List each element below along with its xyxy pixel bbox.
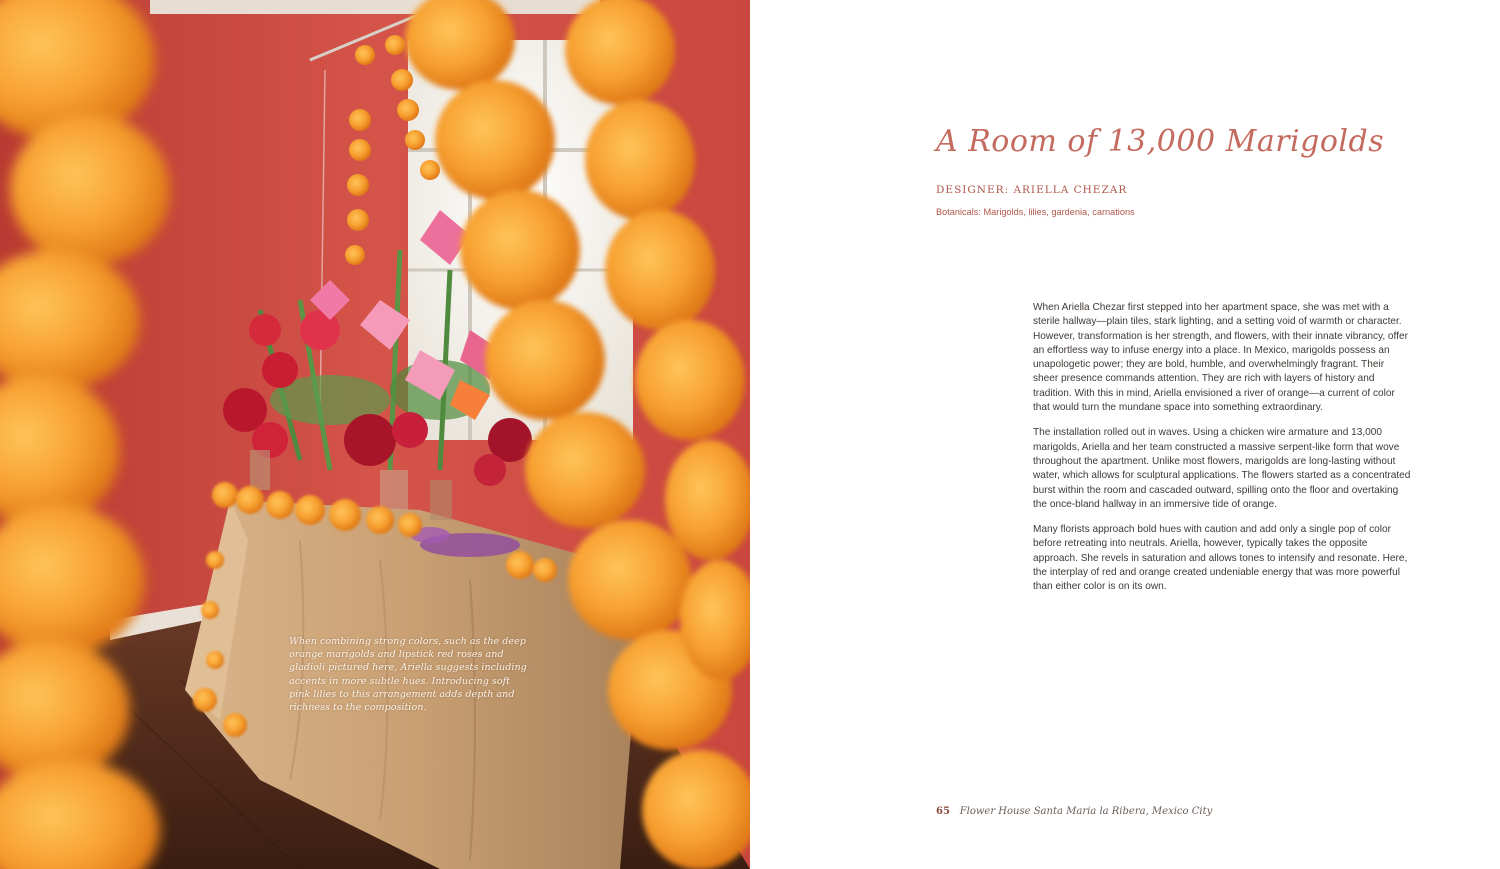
botanicals-list: Botanicals: Marigolds, lilies, gardenia, carnations — [936, 207, 1135, 217]
body-paragraph: Many florists approach bold hues with caution and add only a single pop of color before retreating into neutrals. Ariella, however, typically takes the opposite approach. She revels in saturation and allows tones to intensify and resonate. Here, the interplay of red and orange created undeniable energy that was more powerful than either color is on its own. — [1033, 524, 1408, 593]
page-footer — [936, 806, 1212, 817]
text-page — [750, 0, 1500, 869]
body-paragraph: When Ariella Chezar first stepped into her apartment space, she was met with a sterile hallway—plain tiles, stark lighting, and a setting void of warmth or character. However, transformation is her strength, and flowers, with their innate vibrancy, offer an effortless way to infuse energy into a place. In Mexico, marigolds possess an unapologetic power; they are bold, humble, and overwhelmingly fragrant. Their sheer presence commands attention. They are rich with layers of history and tradition. With this in mind, Ariella envisioned a river of orange—a current of color that would turn the mundane space into something extraordinary. — [1033, 302, 1408, 414]
footer-location: Flower House Santa Maria la Ribera, Mexico City — [959, 806, 1213, 817]
article-body — [1033, 301, 1411, 606]
designer-credit: DESIGNER: ARIELLA CHEZAR — [936, 184, 1128, 196]
body-paragraph: The installation rolled out in waves. Using a chicken wire armature and 13,000 marigolds, Ariella and her team constructed a massive serpent-like form that wove throughout the apartment. Unlike most flowers, marigolds are long-lasting without water, which allows for sculptural applications. The flowers started as a concentrated burst within the room and cascaded outward, spilling onto the floor and overtaking the once-bland hallway in an immersive tide of orange. — [1033, 427, 1411, 510]
photo-caption: When combining strong colors, such as the deep orange marigolds and lipstick red roses and gladioli pictured here, Ariella suggests including accents in more subtle hues. Introducing soft pink lilies to this arrangement adds depth and richness to the composition. — [289, 636, 527, 714]
article-title: A Room of 13,000 Marigolds — [936, 124, 1385, 159]
page-number: 65 — [936, 806, 950, 817]
